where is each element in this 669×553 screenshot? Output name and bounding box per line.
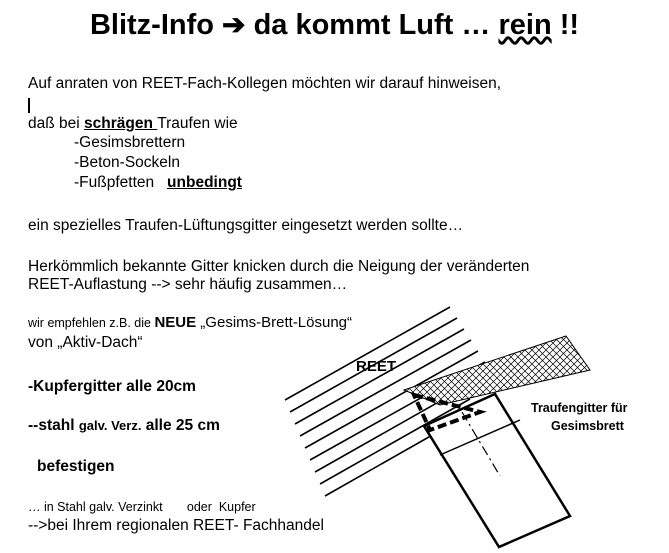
traufen-emphasis: schrägen (84, 115, 158, 132)
reet-label: REET (356, 358, 397, 375)
headline-emphasis: rein (498, 9, 552, 41)
fasten-label: befestigen (37, 458, 115, 475)
headline-prefix: Blitz-Info (89, 9, 214, 41)
steel-post: alle 25 cm (141, 417, 220, 434)
recommendation-post: „Gesims-Brett-Lösung“ (196, 314, 353, 331)
supplier-line: von „Aktiv-Dach“ (28, 334, 143, 351)
dealer-note: -->bei Ihrem regionalen REET- Fachhandel (28, 517, 324, 534)
recommendation-pre: wir empfehlen z.B. die (28, 316, 155, 330)
list-item-label: -Fußpfetten (74, 174, 155, 191)
paragraph-line: Herkömmlich bekannte Gitter knicken durch die Neigung der veränderten (28, 258, 530, 275)
list-item: -Gesimsbrettern (74, 134, 186, 151)
intro-text: Auf anraten von REET-Fach-Kollegen möchten wir darauf hinweisen, (28, 75, 501, 92)
caption-line: Gesimsbrett (551, 419, 624, 433)
recommendation-emphasis: NEUE (154, 314, 197, 331)
material-note: … in Stahl galv. Verzinkt oder Kupfer (28, 500, 256, 514)
caption-line: Traufengitter für (531, 401, 628, 415)
headline-middle: da kommt Luft … (253, 9, 491, 41)
list-emphasis: unbedingt (167, 174, 242, 191)
paragraph-line: REET-Auflastung --> sehr häufig zusammen… (28, 276, 348, 293)
steel-small: galv. Verz. (78, 418, 142, 433)
traufen-post: Traufen wie (157, 115, 238, 132)
arrow-icon: ➔ (222, 9, 246, 40)
traufen-pre: daß bei (28, 115, 85, 132)
sentence-ventilation: ein spezielles Traufen-Lüftungsgitter eingesetzt werden sollte… (28, 217, 464, 234)
steel-pre: --stahl (28, 417, 79, 434)
headline-suffix: !! (559, 9, 580, 41)
copper-spec: -Kupfergitter alle 20cm (28, 378, 196, 395)
list-item: -Beton-Sockeln (74, 154, 180, 171)
